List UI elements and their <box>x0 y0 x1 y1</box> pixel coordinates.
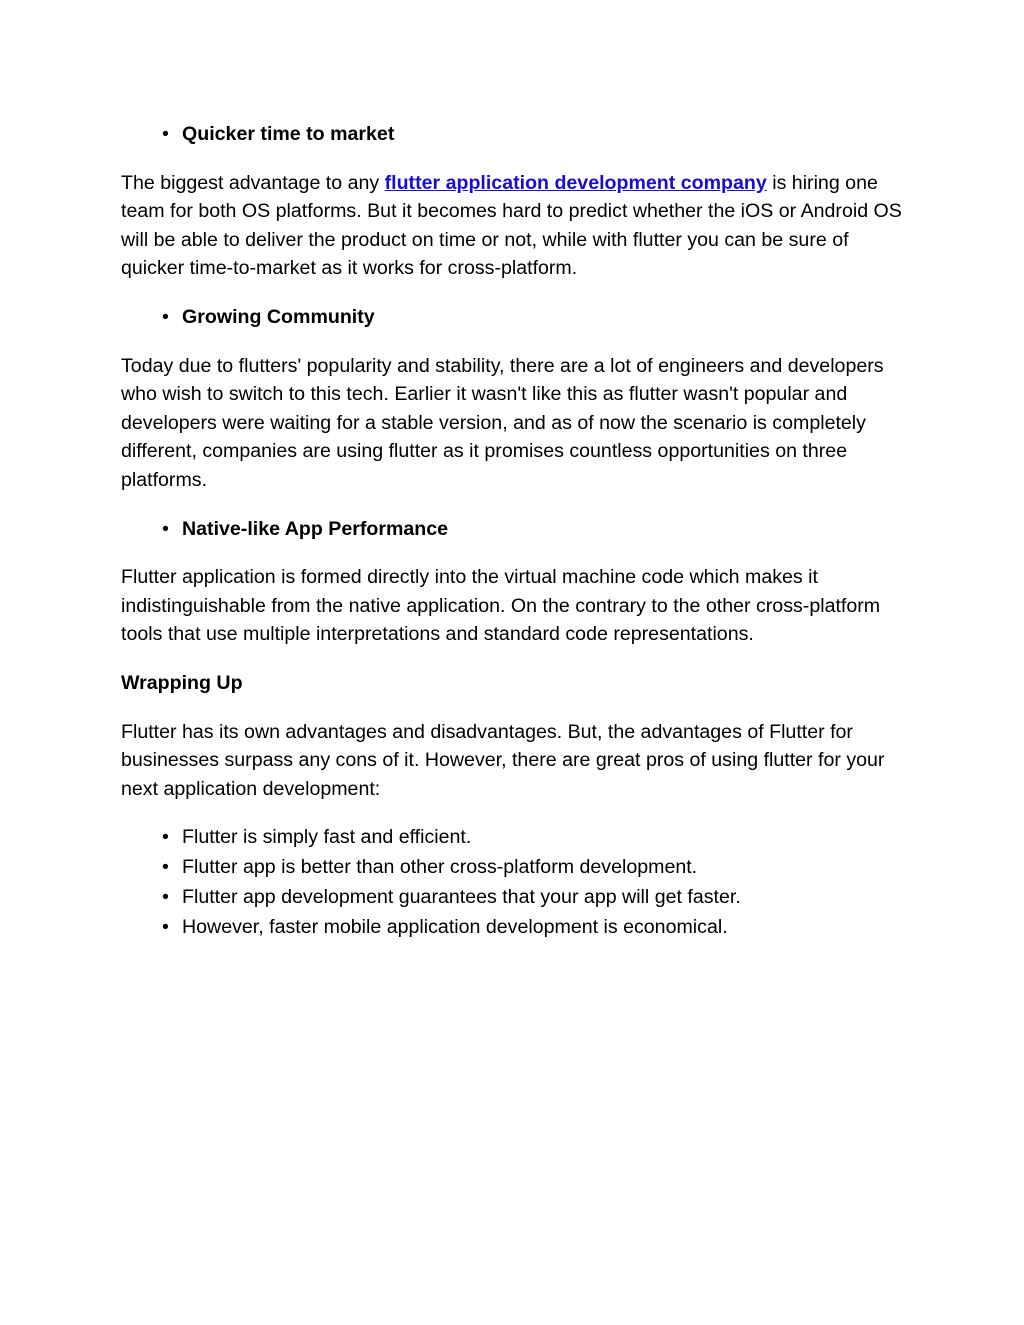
document-content <box>121 120 911 943</box>
section-title-wrapping-up: Wrapping Up <box>121 671 243 694</box>
bullet-icon: • <box>162 886 169 909</box>
list-item <box>162 853 911 882</box>
paragraph-wrapping-up: Flutter has its own advantages and disadvantages. But, the advantages of Flutter for businesses surpass any cons of it. However, there are great pros of using flutter for your next application development: <box>121 720 885 800</box>
paragraph-text-before-link: The biggest advantage to any <box>121 171 385 194</box>
bullet-icon: • <box>162 916 169 939</box>
list-item-text: However, faster mobile application development is economical. <box>182 916 728 939</box>
list-item-text: Flutter app development guarantees that your app will get faster. <box>182 886 741 909</box>
bullet-icon: • <box>162 826 169 849</box>
flutter-company-link[interactable]: flutter application development company <box>384 171 767 194</box>
bullet-icon: • <box>162 856 169 879</box>
paragraph-quicker-time <box>121 169 911 283</box>
paragraph-text-after-link: is hiring one team for both OS platforms. But it becomes hard to predict whether the iOS or Android OS will be able to deliver the product on time or not, while with flutter you can be sure of quicker time-to-market as it works for cross-platform. <box>121 171 902 280</box>
heading-text: Native-like App Performance <box>182 517 449 540</box>
section-heading-growing-community <box>162 303 911 332</box>
section-heading-quicker-time <box>162 120 911 149</box>
list-item <box>162 883 911 912</box>
list-item <box>162 823 911 852</box>
bullet-icon: • <box>162 517 169 540</box>
list-item-text: Flutter is simply fast and efficient. <box>182 826 472 849</box>
advantages-list <box>121 823 911 942</box>
paragraph-growing-community: Today due to flutters' popularity and stability, there are a lot of engineers and developers who wish to switch to this tech. Earlier it wasn't like this as flutter wasn't popular and developers were waiting for a stable version, and as of now the scenario is completely different, companies are using flutter as it promises countless opportunities on three platforms. <box>121 354 884 491</box>
paragraph-native-performance: Flutter application is formed directly into the virtual machine code which makes it indistinguishable from the native application. On the contrary to the other cross-platform tools that use multiple interpretations and standard code representations. <box>121 566 881 646</box>
section-heading-native-performance <box>162 515 911 544</box>
bullet-icon: • <box>162 305 169 328</box>
bullet-icon: • <box>162 123 169 145</box>
heading-text: Growing Community <box>182 305 375 328</box>
list-item <box>162 913 911 942</box>
list-item-text: Flutter app is better than other cross-platform development. <box>182 856 698 879</box>
heading-text: Quicker time to market <box>182 123 395 145</box>
